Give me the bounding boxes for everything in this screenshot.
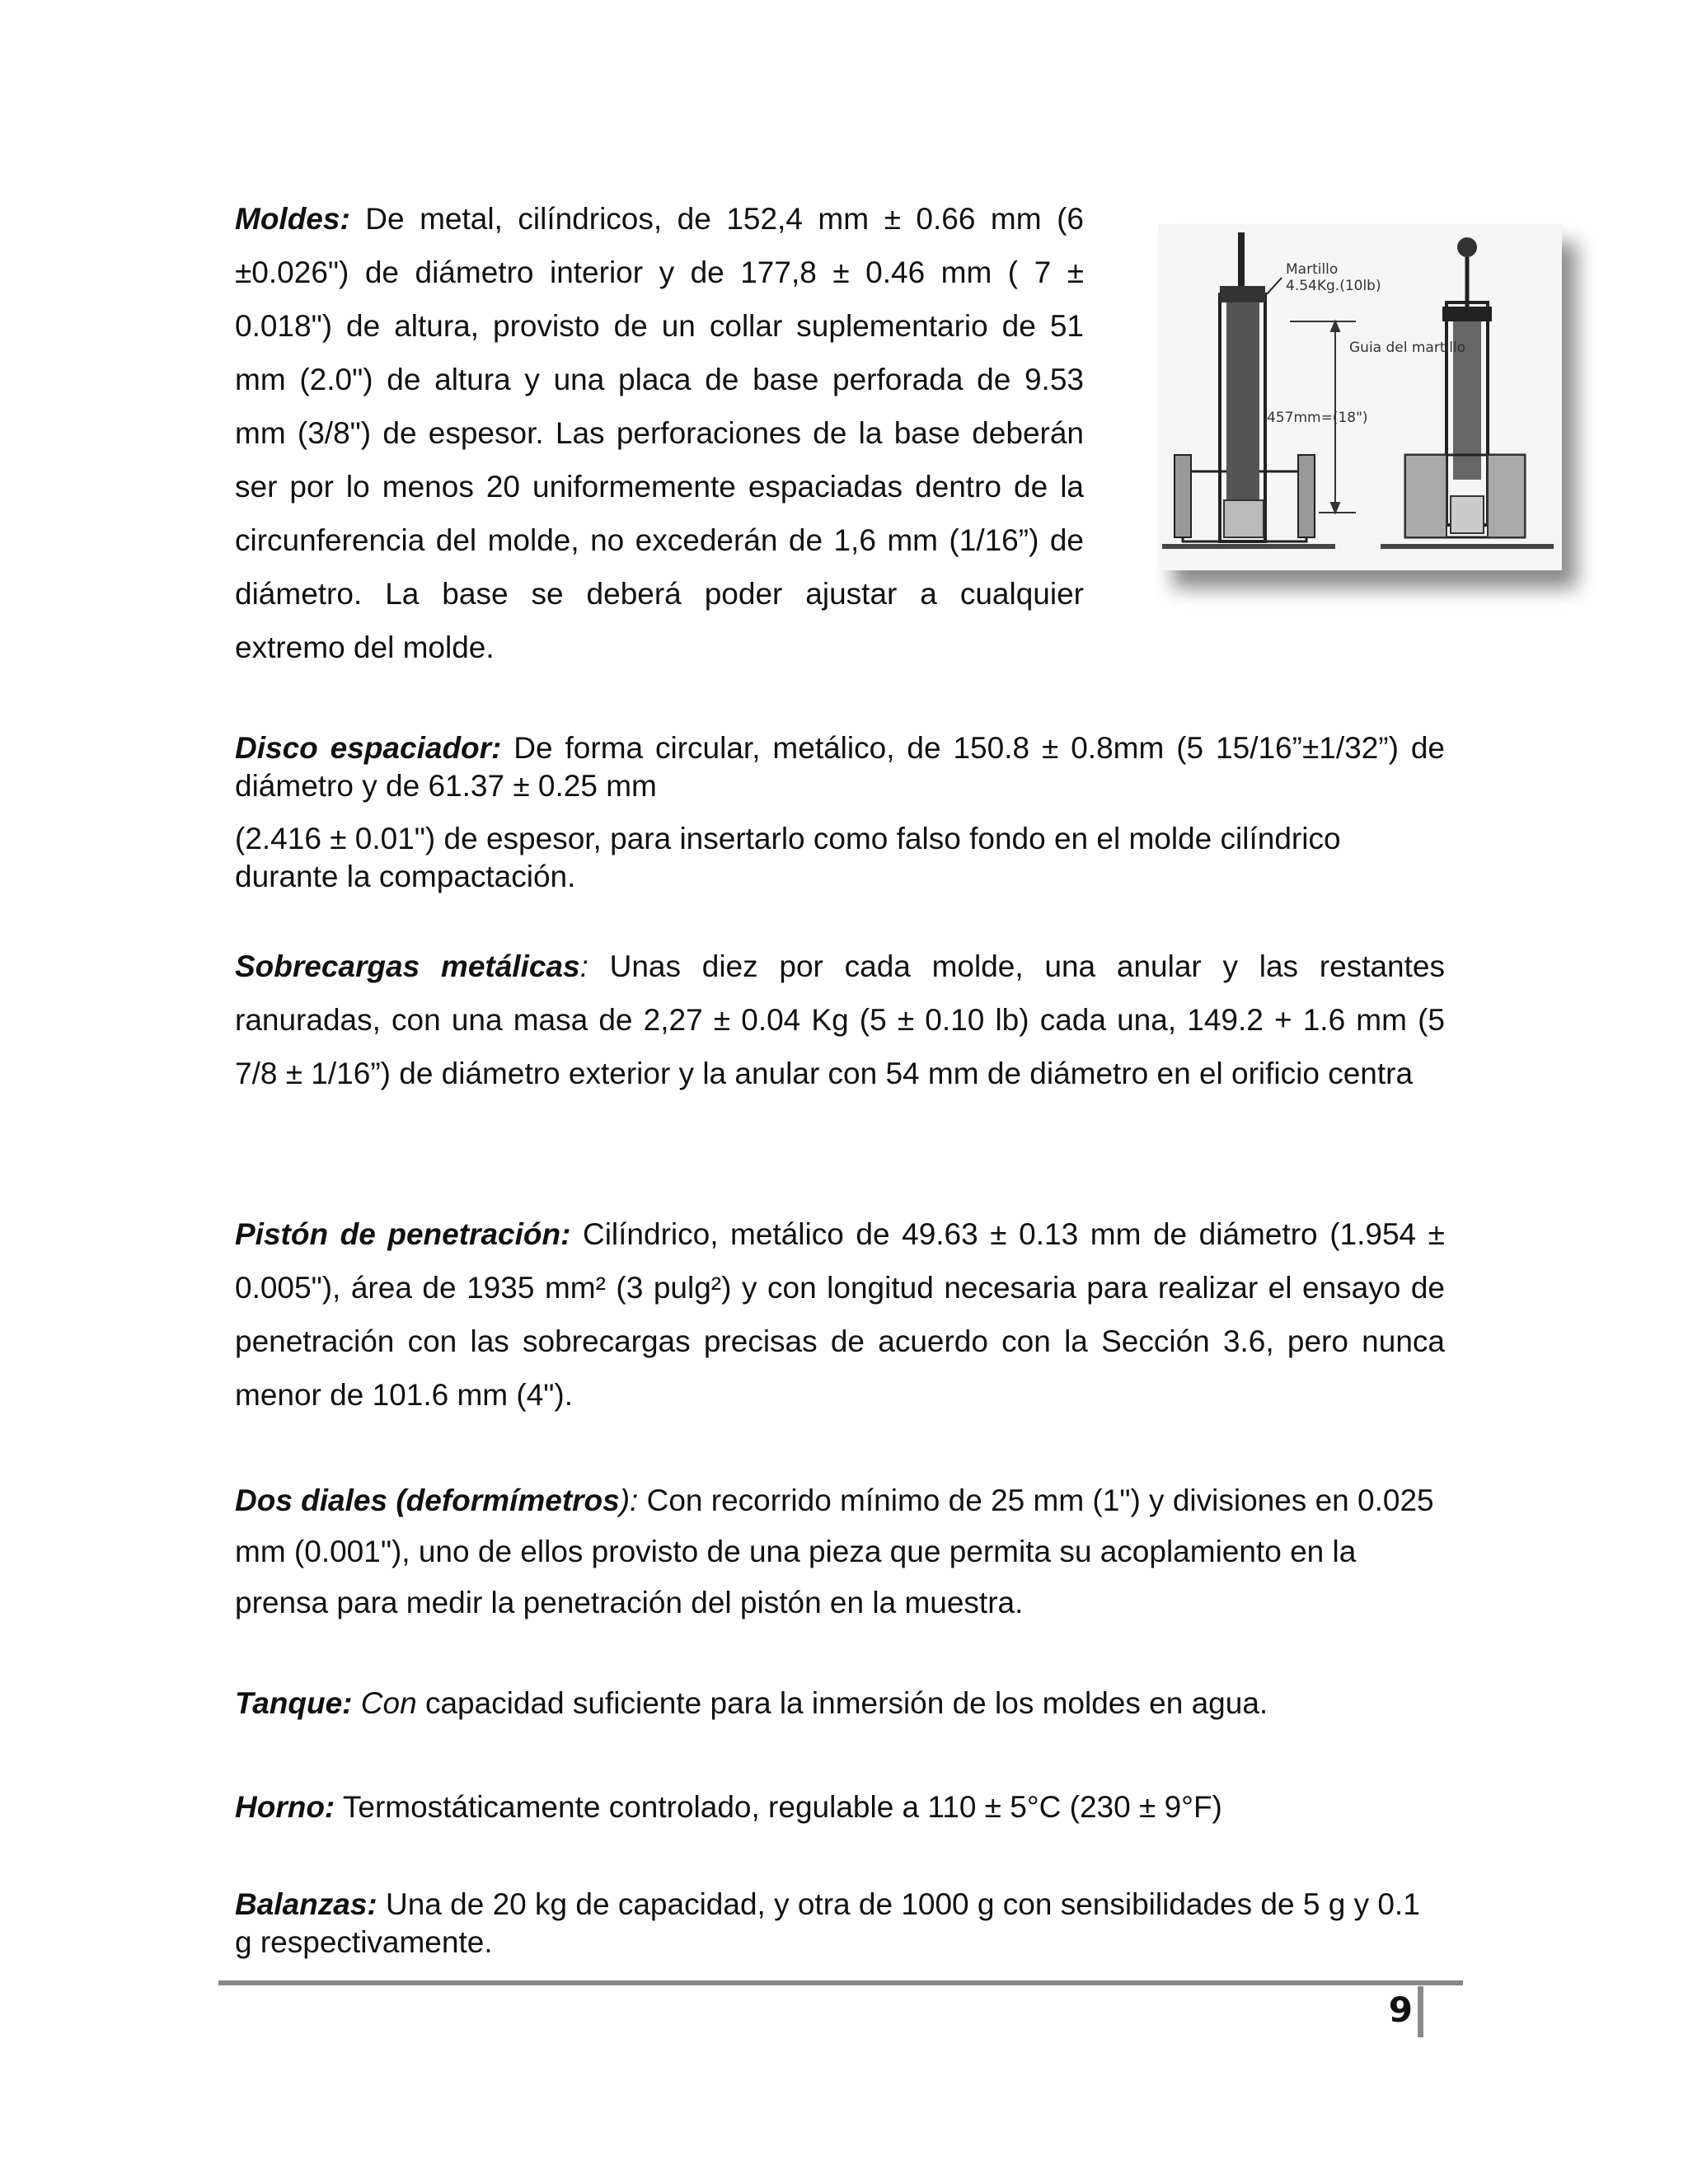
paragraph-moldes	[235, 192, 1084, 674]
disco-text-b: (2.416 ± 0.01") de espesor, para insertarlo como falso fondo en el molde cilíndrico durante la compactación.	[235, 822, 1341, 893]
sobrecargas-colon: :	[579, 949, 588, 983]
piston-label: Pistón de penetración:	[235, 1217, 571, 1251]
paragraph-disco-continued	[235, 820, 1445, 896]
paragraph-horno	[235, 1780, 1445, 1834]
page-number: 9	[1388, 1990, 1413, 2030]
tanque-text: capacidad suficiente para la inmersión de los moldes en agua.	[416, 1686, 1268, 1720]
label-drop-height: 457mm=(18")	[1267, 410, 1368, 426]
paragraph-piston	[235, 1207, 1445, 1422]
footer-divider	[218, 1980, 1463, 1985]
diales-text: Con recorrido mínimo de 25 mm (1") y divisiones en 0.025 mm (0.001"), uno de ellos provisto de una pieza que permita su acoplamiento en la prensa para medir la penetración del pistón en la muestra.	[235, 1483, 1434, 1619]
compaction-mold-figure	[1158, 224, 1562, 570]
paragraph-diales	[235, 1475, 1455, 1629]
diales-suffix: ):	[619, 1483, 639, 1517]
paragraph-disco	[235, 729, 1445, 805]
paragraph-balanzas	[235, 1886, 1445, 1961]
tanque-italic: Con	[352, 1686, 417, 1720]
disco-text-a: De forma circular, metálico, de 150.8 ± 0.8mm (5 15/16”±1/32”) de diámetro y de 61.37 ± 0.25 mm	[235, 731, 1445, 803]
paragraph-tanque	[235, 1676, 1445, 1730]
label-martillo: Martillo	[1286, 261, 1339, 278]
footer-page-bar	[1418, 1986, 1423, 2037]
balanzas-label: Balanzas:	[235, 1887, 377, 1921]
horno-label: Horno:	[235, 1790, 335, 1824]
label-guia-martillo: Guia del martillo	[1349, 340, 1466, 356]
balanzas-text: Una de 20 kg de capacidad, y otra de 1000 g con sensibilidades de 5 g y 0.1 g respectivamente.	[235, 1887, 1420, 1959]
tanque-label: Tanque:	[235, 1686, 353, 1720]
piston-text: Cilíndrico, metálico de 49.63 ± 0.13 mm de diámetro (1.954 ± 0.005"), área de 1935 mm² (3 pulg²) y con longitud necesaria para realizar el ensayo de penetración con las sobrecargas precisas de acuerdo con la Sección 3.6, pero nunca menor de 101.6 mm (4").	[235, 1217, 1445, 1412]
diales-label: Dos diales (deformímetros	[235, 1483, 620, 1517]
disco-label: Disco espaciador:	[235, 731, 502, 765]
moldes-text: De metal, cilíndricos, de 152,4 mm ± 0.66 mm (6 ±0.026") de diámetro interior y de 177,8 ± 0.46 mm ( 7 ± 0.018") de altura, provisto de un collar suplementario de 51 mm (2.0") de altura y una placa de base perforada de 9.53 mm (3/8") de espesor. Las perforaciones de la base deberán ser por lo menos 20 uniformemente espaciadas dentro de la circunferencia del molde, no excederán de 1,6 mm (1/16”) de diámetro. La base se deberá poder ajustar a cualquier extremo del molde.	[235, 202, 1084, 664]
label-hammer-mass: 4.54Kg.(10lb)	[1286, 278, 1381, 294]
horno-text: Termostáticamente controlado, regulable a 110 ± 5°C (230 ± 9°F)	[335, 1790, 1222, 1824]
moldes-label: Moldes:	[235, 202, 350, 236]
sobrecargas-text: Unas diez por cada molde, una anular y las restantes ranuradas, con una masa de 2,27 ± 0.04 Kg (5 ± 0.10 lb) cada una, 149.2 + 1.6 mm (5 7/8 ± 1/16”) de diámetro exterior y la anular con 54 mm de diámetro en el orificio centra	[235, 949, 1445, 1090]
sobrecargas-label: Sobrecargas metálicas	[235, 949, 580, 983]
paragraph-sobrecargas	[235, 940, 1445, 1100]
